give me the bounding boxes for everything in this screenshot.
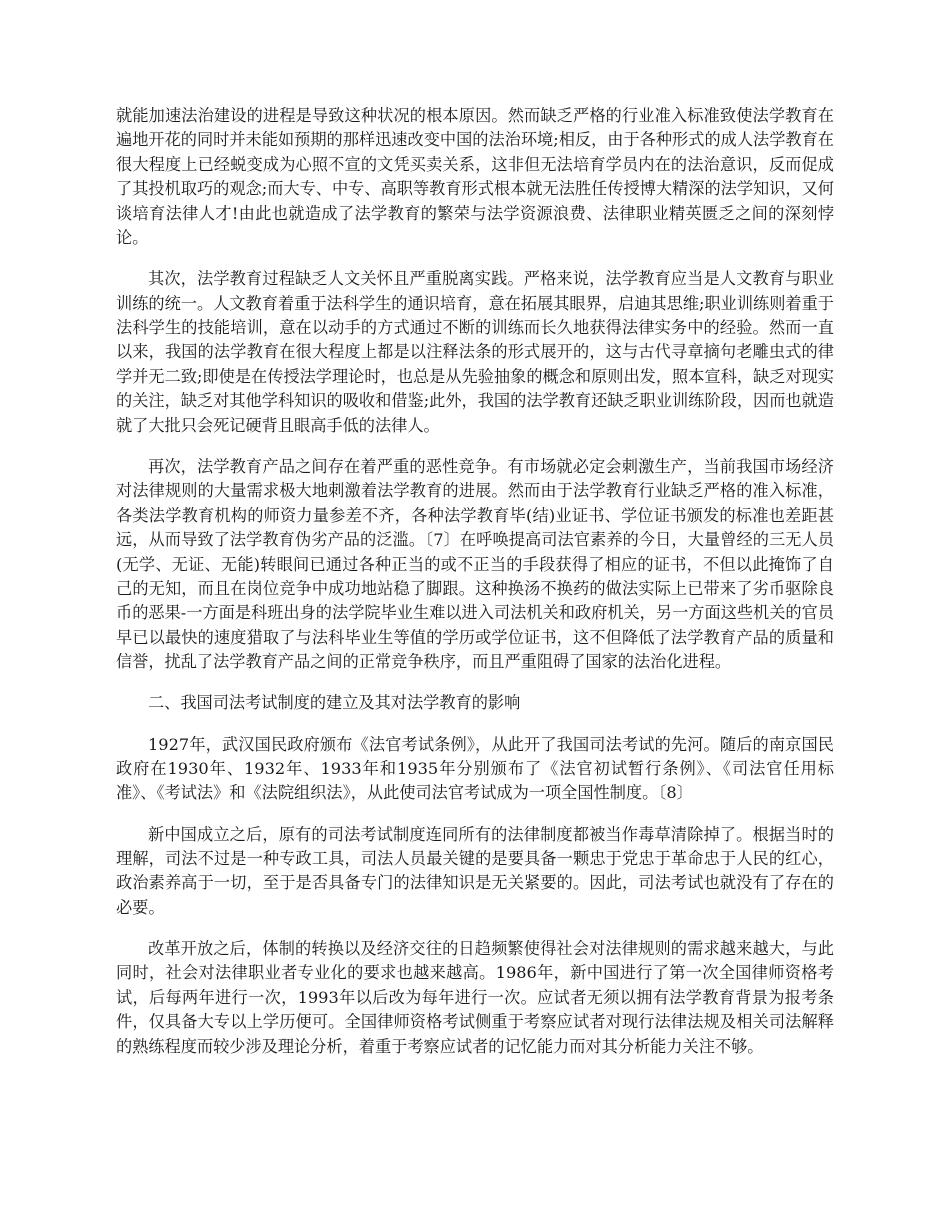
paragraph-continuation: 就能加速法治建设的进程是导致这种状况的根本原因。然而缺乏严格的行业准入标准致使法学教育在遍地开花的同时并未能如预期的那样迅速改变中国的法治环境;相反，由于各种形式的成人法学教育在很大程度上已经蜕变成为心照不宣的文凭买卖关系，这非但无法培育学员内在的法治意识，反而促成了其投机取巧的观念;而大专、中专、高职等教育形式根本就无法胜任传授博大精深的法学知识，又何谈培育法律人才!由此也就造成了法学教育的繁荣与法学资源浪费、法律职业精英匮乏之间的深刻悖论。 xyxy=(116,106,834,248)
paragraph-second-point: 其次，法学教育过程缺乏人文关怀且严重脱离实践。严格来说，法学教育应当是人文教育与职业训练的统一。人文教育着重于法科学生的通识培育，意在拓展其眼界，启迪其思维;职业训练则着重于法科学生的技能培训，意在以动手的方式通过不断的训练而长久地获得法律实务中的经验。然而一直以来，我国的法学教育在很大程度上都是以注释法条的形式展开的，这与古代寻章摘句老雕虫式的律学并无二致;即使是在传授法学理论时，也总是从先验抽象的概念和原则出发，照本宣科，缺乏对现实的关注，缺乏对其他学科知识的吸收和借鉴;此外，我国的法学教育还缺乏职业训练阶段，因而也就造就了大批只会死记硬背且眼高手低的法律人。 xyxy=(116,269,834,435)
paragraph-history-1927: 1927年，武汉国民政府颁布《法官考试条例》，从此开了我国司法考试的先河。随后的南京国民政府在1930年、1932年、1933年和1935年分别颁布了《法官初试暂行条例》、《司法官任用标准》、《考试法》和《法院组织法》，从此使司法官考试成为一项全国性制度。〔8〕 xyxy=(116,734,834,803)
paragraph-third-point: 再次，法学教育产品之间存在着严重的恶性竞争。有市场就必定会刺激生产，当前我国市场经济对法律规则的大量需求极大地刺激着法学教育的进展。然而由于法学教育行业缺乏严格的准入标准，各类法学教育机构的师资力量参差不齐，各种法学教育毕(结)业证书、学位证书颁发的标准也差距甚远，从而导致了法学教育伪劣产品的泛滥。〔7〕在呼唤提高司法官素养的今日，大量曾经的三无人员(无学、无证、无能)转眼间已通过各种正当的或不正当的手段获得了相应的证书，不但以此掩饰了自己的无知，而且在岗位竞争中成功地站稳了脚跟。这种换汤不换药的做法实际上已带来了劣币驱除良币的恶果-一方面是科班出身的法学院毕业生难以进入司法机关和政府机关，另一方面这些机关的官员早已以最快的速度猎取了与法科毕业生等值的学历或学位证书，这不但降低了法学教育产品的质量和信誉，扰乱了法学教育产品之间的正常竞争秩序，而且严重阻碍了国家的法治化进程。 xyxy=(116,456,834,672)
section-heading: 二、我国司法考试制度的建立及其对法学教育的影响 xyxy=(148,693,521,713)
paragraph-reform-era: 改革开放之后，体制的转换以及经济交往的日趋频繁使得社会对法律规则的需求越来越大，与此同时，社会对法律职业者专业化的要求也越来越高。1986年，新中国进行了第一次全国律师资格考试，后每两年进行一次，1993年以后改为每年进行一次。应试者无须以拥有法学教育背景为报考条件，仅具备大专以上学历便可。全国律师资格考试侧重于考察应试者对现行法律法规及相关司法解释的熟练程度而较少涉及理论分析，着重于考察应试者的记忆能力而对其分析能力关注不够。 xyxy=(116,938,834,1056)
document-body xyxy=(116,104,834,1076)
paragraph-new-china: 新中国成立之后，原有的司法考试制度连同所有的法律制度都被当作毒草清除掉了。根据当时的理解，司法不过是一种专政工具，司法人员最关键的是要具备一颗忠于党忠于革命忠于人民的红心，政治素养高于一切，至于是否具备专门的法律知识是无关紧要的。因此，司法考试也就没有了存在的必要。 xyxy=(116,824,834,917)
